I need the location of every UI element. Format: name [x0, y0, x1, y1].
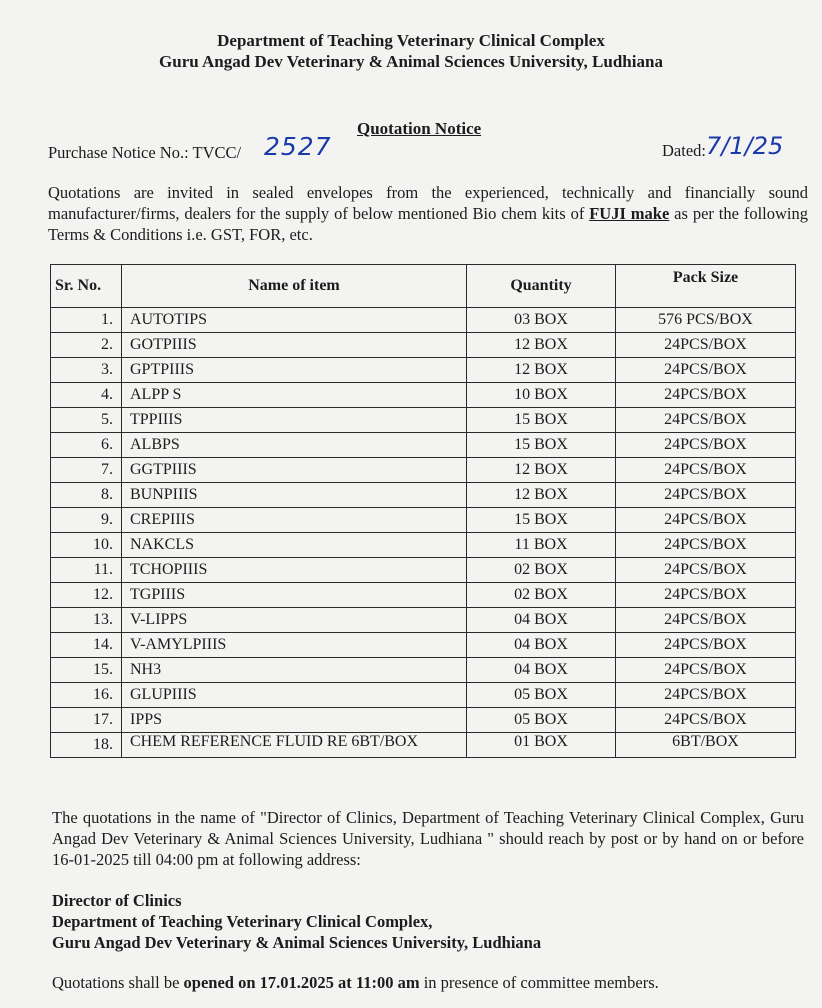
cell-quantity: 12 BOX — [467, 458, 616, 483]
table-row — [51, 658, 796, 683]
cell-pack-size: 24PCS/BOX — [616, 658, 796, 683]
cell-pack-size: 24PCS/BOX — [616, 683, 796, 708]
cell-pack-size: 6BT/BOX — [616, 733, 796, 758]
intro-text-after: as per the following Terms & Conditions i.e. GST, FOR, etc. — [48, 204, 808, 244]
cell-item-name: GPTPIIIS — [122, 358, 467, 383]
cell-quantity: 12 BOX — [467, 333, 616, 358]
cell-item-name: TGPIIIS — [122, 583, 467, 608]
cell-sr-no: 13. — [51, 608, 122, 633]
cell-item-name: V-LIPPS — [122, 608, 467, 633]
cell-quantity: 01 BOX — [467, 733, 616, 758]
purchase-notice-number: 2527 — [264, 132, 332, 161]
cell-item-name: TPPIIIS — [122, 408, 467, 433]
cell-item-name: CHEM REFERENCE FLUID RE 6BT/BOX — [122, 733, 467, 758]
cell-pack-size: 24PCS/BOX — [616, 333, 796, 358]
address-line-3: Guru Angad Dev Veterinary & Animal Sciences University, Ludhiana — [52, 933, 542, 952]
table-row — [51, 483, 796, 508]
cell-item-name: BUNPIIIS — [122, 483, 467, 508]
opening-date-time: opened on 17.01.2025 at 11:00 am — [183, 973, 420, 992]
cell-quantity: 15 BOX — [467, 433, 616, 458]
cell-quantity: 02 BOX — [467, 583, 616, 608]
table-body — [51, 308, 796, 758]
cell-quantity: 04 BOX — [467, 608, 616, 633]
cell-quantity: 10 BOX — [467, 383, 616, 408]
cell-item-name: GLUPIIIS — [122, 683, 467, 708]
intro-make: FUJI make — [589, 204, 670, 223]
intro-paragraph — [48, 182, 808, 245]
cell-sr-no: 9. — [51, 508, 122, 533]
table-row — [51, 508, 796, 533]
cell-pack-size: 24PCS/BOX — [616, 458, 796, 483]
cell-pack-size: 24PCS/BOX — [616, 708, 796, 733]
table-row — [51, 383, 796, 408]
cell-pack-size: 24PCS/BOX — [616, 608, 796, 633]
cell-item-name: ALPP S — [122, 383, 467, 408]
cell-quantity: 05 BOX — [467, 683, 616, 708]
table-row — [51, 358, 796, 383]
header-item-name: Name of item — [122, 265, 467, 308]
opening-prefix: Quotations shall be — [52, 973, 184, 992]
cell-sr-no: 11. — [51, 558, 122, 583]
cell-sr-no: 10. — [51, 533, 122, 558]
opening-suffix: in presence of committee members. — [419, 973, 659, 992]
cell-quantity: 03 BOX — [467, 308, 616, 333]
header-pack-size: Pack Size — [616, 265, 796, 308]
cell-pack-size: 24PCS/BOX — [616, 508, 796, 533]
cell-item-name: GGTPIIIS — [122, 458, 467, 483]
cell-item-name: ALBPS — [122, 433, 467, 458]
cell-item-name: CREPIIIS — [122, 508, 467, 533]
address-line-1: Director of Clinics — [52, 891, 182, 910]
cell-quantity: 12 BOX — [467, 483, 616, 508]
cell-sr-no: 8. — [51, 483, 122, 508]
cell-pack-size: 24PCS/BOX — [616, 558, 796, 583]
cell-sr-no: 3. — [51, 358, 122, 383]
cell-pack-size: 24PCS/BOX — [616, 633, 796, 658]
cell-sr-no: 6. — [51, 433, 122, 458]
cell-quantity: 12 BOX — [467, 358, 616, 383]
cell-item-name: NH3 — [122, 658, 467, 683]
cell-quantity: 15 BOX — [467, 508, 616, 533]
cell-pack-size: 24PCS/BOX — [616, 533, 796, 558]
table-header-row — [51, 265, 796, 308]
cell-sr-no: 16. — [51, 683, 122, 708]
address-line-2: Department of Teaching Veterinary Clinical Complex, — [52, 912, 433, 931]
cell-quantity: 11 BOX — [467, 533, 616, 558]
table-row — [51, 608, 796, 633]
cell-item-name: NAKCLS — [122, 533, 467, 558]
cell-item-name: AUTOTIPS — [122, 308, 467, 333]
table-row — [51, 408, 796, 433]
dated-label: Dated: — [662, 141, 706, 160]
notice-title: Quotation Notice — [357, 119, 482, 138]
cell-quantity: 05 BOX — [467, 708, 616, 733]
cell-sr-no: 1. — [51, 308, 122, 333]
cell-sr-no: 15. — [51, 658, 122, 683]
table-row — [51, 708, 796, 733]
cell-item-name: V-AMYLPIIIS — [122, 633, 467, 658]
cell-quantity: 15 BOX — [467, 408, 616, 433]
cell-pack-size: 24PCS/BOX — [616, 383, 796, 408]
cell-pack-size: 24PCS/BOX — [616, 433, 796, 458]
table-row — [51, 458, 796, 483]
table-row — [51, 433, 796, 458]
table-row — [51, 683, 796, 708]
cell-pack-size: 24PCS/BOX — [616, 483, 796, 508]
table-row — [51, 633, 796, 658]
cell-sr-no: 2. — [51, 333, 122, 358]
table-row — [51, 733, 796, 758]
cell-pack-size: 24PCS/BOX — [616, 358, 796, 383]
closing-paragraph: The quotations in the name of "Director of Clinics, Department of Teaching Veterinary Clinical Complex, Guru Angad Dev Veterinary & Animal Sciences University, Ludhiana " should reach by post or by hand on or before 16-01-2025 till 04:00 pm at following address: — [52, 808, 804, 869]
opening-notice — [52, 973, 659, 993]
dated-value: 7/1/25 — [706, 132, 784, 160]
table-row — [51, 333, 796, 358]
cell-sr-no: 4. — [51, 383, 122, 408]
cell-pack-size: 24PCS/BOX — [616, 408, 796, 433]
cell-item-name: IPPS — [122, 708, 467, 733]
cell-quantity: 04 BOX — [467, 658, 616, 683]
table-row — [51, 533, 796, 558]
table-row — [51, 583, 796, 608]
cell-sr-no: 18. — [51, 733, 122, 758]
cell-pack-size: 24PCS/BOX — [616, 583, 796, 608]
cell-pack-size: 576 PCS/BOX — [616, 308, 796, 333]
purchase-notice-label: Purchase Notice No.: TVCC/ — [48, 143, 242, 162]
cell-sr-no: 14. — [51, 633, 122, 658]
cell-item-name: TCHOPIIIS — [122, 558, 467, 583]
items-table — [50, 264, 796, 758]
department-title: Department of Teaching Veterinary Clinical Complex — [217, 31, 605, 50]
table-row — [51, 308, 796, 333]
intro-text-before: Quotations are invited in sealed envelopes from the experienced, technically and financially sound manufacturer/firms, dealers for the supply of below mentioned Bio chem kits of — [48, 183, 808, 223]
cell-sr-no: 17. — [51, 708, 122, 733]
cell-sr-no: 12. — [51, 583, 122, 608]
cell-item-name: GOTPIIIS — [122, 333, 467, 358]
university-title: Guru Angad Dev Veterinary & Animal Sciences University, Ludhiana — [159, 52, 663, 71]
cell-sr-no: 7. — [51, 458, 122, 483]
cell-quantity: 04 BOX — [467, 633, 616, 658]
cell-quantity: 02 BOX — [467, 558, 616, 583]
header-sr-no: Sr. No. — [51, 265, 122, 308]
table-row — [51, 558, 796, 583]
cell-sr-no: 5. — [51, 408, 122, 433]
header-quantity: Quantity — [467, 265, 616, 308]
